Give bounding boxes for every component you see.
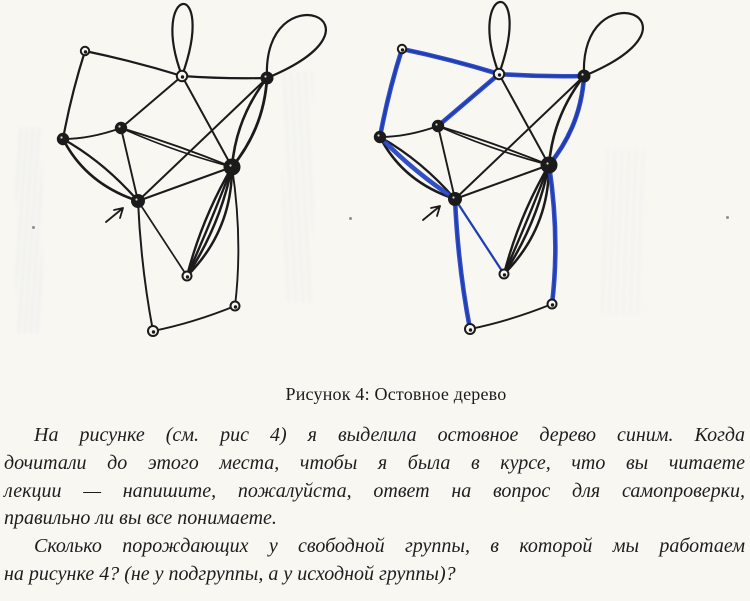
paper-speck [349, 217, 352, 220]
text-line-4: правильно ли вы все понимаете. [4, 507, 277, 530]
graph-right-with-spanning-tree [375, 2, 643, 334]
figure-caption-text: Рисунок 4: Остовное дерево [285, 384, 507, 404]
text-line-6: на рисунке 4? (не у подгруппы, а у исходной группы)? [4, 562, 456, 585]
text-line-1: На рисунке (см. рис 4) я выделила остовное дерево синим. Когда [34, 424, 745, 446]
paper-speck [32, 226, 35, 229]
body-text [4, 422, 745, 589]
text-line-2: дочитали до этого места, чтобы я была в курсе, что вы читаете [4, 451, 745, 474]
text-line-5: Сколько порождающих у свободной группы, в которой мы работаем [34, 535, 745, 558]
paper-speck [726, 216, 729, 219]
figure-caption [0, 383, 750, 405]
text-line-3: лекции — напишите, пожалуйста, ответ на вопрос для самопроверки, [4, 479, 745, 502]
graph-left-original [58, 4, 326, 336]
